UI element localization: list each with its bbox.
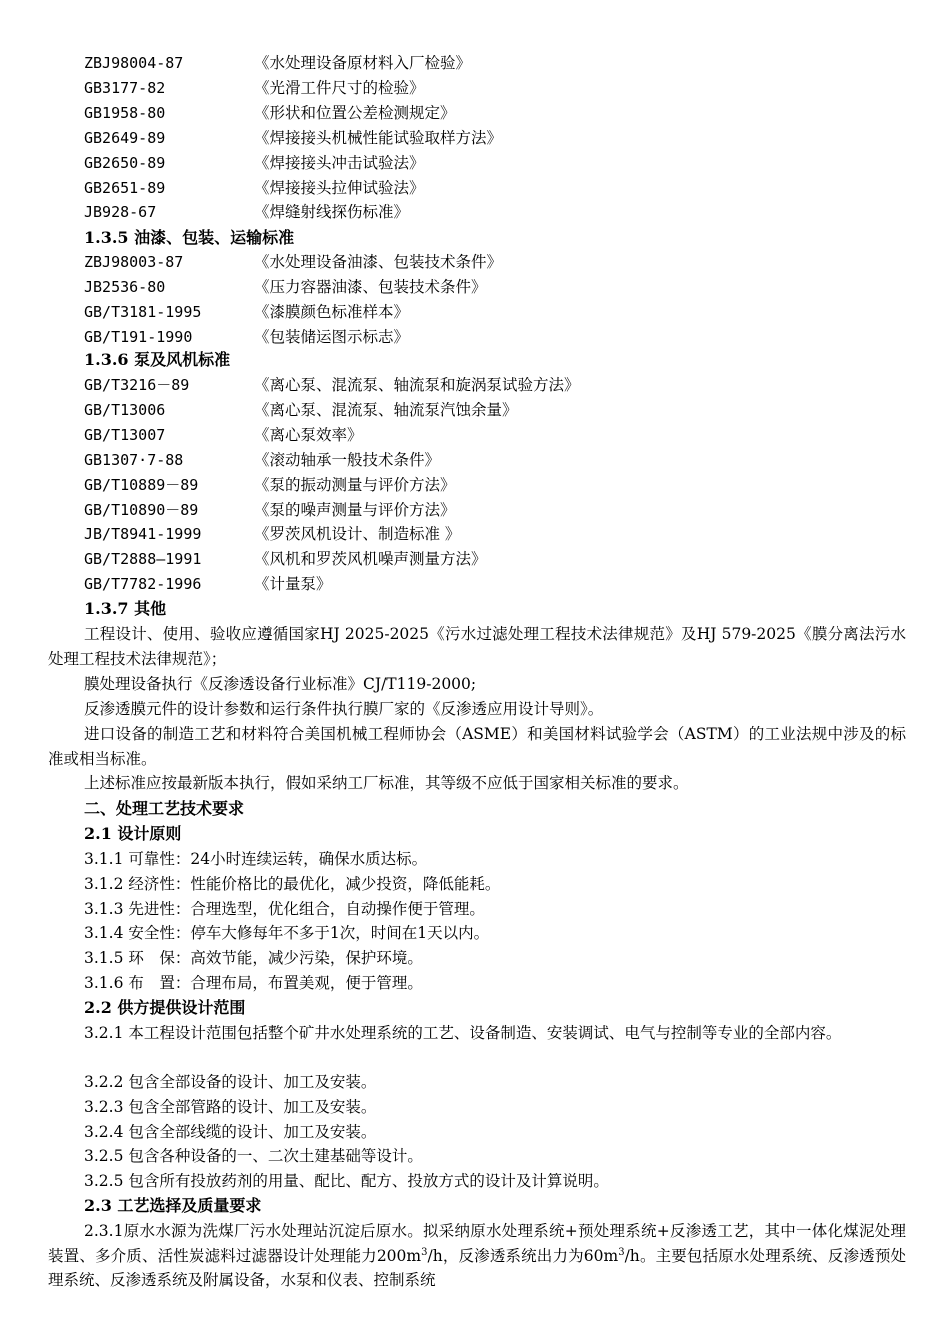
- standard-title: 《滚动轴承一般技术条件》: [254, 450, 441, 469]
- standard-code: GB/T3216－89: [84, 376, 190, 394]
- standard-title: 《光滑工件尺寸的检验》: [254, 78, 425, 97]
- standard-code: GB/T10889－89: [84, 475, 199, 494]
- scope-item: 3.2.4 包含全部线缆的设计、加工及安装。: [84, 1122, 377, 1141]
- section-heading-2-3: 2.3 工艺选择及质量要求: [84, 1196, 262, 1215]
- standard-row: [84, 498, 456, 522]
- standard-title: 《焊缝射线探伤标准》: [254, 203, 410, 222]
- standard-title: 《泵的噪声测量与评价方法》: [254, 500, 456, 519]
- standard-title: 《离心泵效率》: [254, 425, 363, 444]
- standard-code: JB/T8941-1999: [84, 525, 202, 544]
- standard-row: [84, 448, 440, 472]
- process-text-part2: /h，反渗透系统出力为60m: [427, 1246, 619, 1265]
- standard-code: GB3177-82: [84, 78, 166, 97]
- scope-item: 3.2.2 包含全部设备的设计、加工及安装。: [84, 1073, 377, 1091]
- paragraph-ro-guideline: 反渗透膜元件的设计参数和运行条件执行膜厂家的《反渗透应用设计导则》。: [84, 700, 604, 718]
- design-principle-item: 3.1.2 经济性：性能价格比的最优化，减少投资，降低能耗。: [84, 874, 501, 893]
- standard-code: GB/T10890－89: [84, 500, 199, 519]
- standard-row: [84, 51, 471, 75]
- standard-row: [84, 126, 502, 150]
- design-principle-item: 3.1.4 安全性：停车大修每年不多于1次，时间在1天以内。: [84, 924, 490, 943]
- standard-title: 《漆膜颜色标准样本》: [254, 302, 410, 321]
- standard-row: [84, 176, 425, 200]
- standard-code: GB/T13007: [84, 425, 166, 444]
- standard-title: 《计量泵》: [254, 575, 332, 594]
- design-principle-item: 3.1.5 环 保：高效节能，减少污染，保护环境。: [84, 949, 423, 968]
- standard-title: 《泵的振动测量与评价方法》: [254, 475, 456, 494]
- standard-row: [84, 250, 502, 274]
- standard-title: 《焊接接头冲击试验法》: [254, 153, 425, 172]
- standard-title: 《离心泵、混流泵、轴流泵和旋涡泵试验方法》: [254, 376, 580, 394]
- standard-row: [84, 572, 332, 596]
- scope-item: 3.2.5 包含所有投放药剂的用量、配比、配方、投放方式的设计及计算说明。: [84, 1172, 609, 1191]
- standard-row: [84, 423, 363, 447]
- design-principle-item: 3.1.3 先进性：合理选型，优化组合，自动操作便于管理。: [84, 899, 485, 918]
- paragraph-design-regulations: 工程设计、使用、验收应遵循国家HJ 2025-2025《污水过滤处理工程技术法律规范》及HJ 579-2025《膜分离法污水处理工程技术法律规范》；: [48, 625, 906, 668]
- standard-code: GB2650-89: [84, 153, 166, 172]
- standard-row: [84, 76, 425, 100]
- standard-title: 《形状和位置公差检测规定》: [254, 103, 456, 122]
- design-principle-item: 3.1.1 可靠性：24小时连续运转，确保水质达标。: [84, 850, 428, 868]
- section-heading-2-2: 2.2 供方提供设计范围: [84, 998, 246, 1017]
- standard-code: JB2536-80: [84, 277, 166, 296]
- paragraph-imported-equipment: 进口设备的制造工艺和材料符合美国机械工程师协会（ASME）和美国材料试验学会（ASTM）的工业法规中涉及的标准或相当标准。: [48, 725, 906, 768]
- standard-title: 《风机和罗茨风机噪声测量方法》: [254, 550, 487, 569]
- paragraph-process-description: [48, 1219, 906, 1293]
- standard-code: GB/T13006: [84, 400, 166, 419]
- design-principle-item: 3.1.6 布 置：合理布局，布置美观，便于管理。: [84, 974, 423, 992]
- standard-code: GB/T7782-1996: [84, 575, 202, 594]
- process-superscript-1: 3: [421, 1246, 428, 1258]
- standard-code: ZBJ98003-87: [84, 253, 184, 271]
- process-superscript-2: 3: [618, 1246, 625, 1258]
- standard-code: JB928-67: [84, 203, 157, 222]
- standard-code: GB/T191-1990: [84, 327, 193, 346]
- standard-code: GB/T3181-1995: [84, 302, 202, 321]
- standard-title: 《罗茨风机设计、制造标准 》: [254, 525, 461, 544]
- standard-row: [84, 200, 409, 224]
- section-heading-1-3-6: 1.3.6 泵及风机标准: [84, 350, 231, 369]
- paragraph-membrane-standard: 膜处理设备执行《反渗透设备行业标准》CJ/T119-2000;: [84, 675, 477, 693]
- standard-row: [84, 300, 409, 324]
- standard-row: [84, 275, 487, 299]
- standard-title: 《焊接接头机械性能试验取样方法》: [254, 128, 503, 147]
- standard-row: [84, 151, 425, 175]
- standard-title: 《焊接接头拉伸试验法》: [254, 178, 425, 197]
- standard-title: 《包装储运图示标志》: [254, 327, 410, 346]
- standard-code: GB1307·7-88: [84, 450, 184, 469]
- process-text-part1: 2.3.1原水水源为洗煤厂污水处理站沉淀后原水。拟采纳原水处理系统+预处理系统+反渗透工艺，其中一体化煤泥处理装置、多介质、活性炭滤料过滤器设计处理能力200m: [48, 1222, 906, 1265]
- standard-code: ZBJ98004-87: [84, 54, 184, 72]
- scope-item: 3.2.3 包含全部管路的设计、加工及安装。: [84, 1097, 377, 1116]
- paragraph-latest-version: 上述标准应按最新版本执行，假如采纳工厂标准，其等级不应低于国家相关标准的要求。: [84, 774, 689, 792]
- paragraph-scope-first: 3.2.1 本工程设计范围包括整个矿井水处理系统的工艺、设备制造、安装调试、电气与控制等专业的全部内容。: [84, 1024, 842, 1042]
- standard-title: 《水处理设备油漆、包装技术条件》: [254, 253, 503, 271]
- section-heading-1-3-7: 1.3.7 其他: [84, 599, 167, 618]
- section-heading-1-3-5: 1.3.5 油漆、包装、运输标准: [84, 228, 295, 247]
- standard-row: [84, 325, 409, 349]
- standard-code: GB2649-89: [84, 128, 166, 147]
- standard-row: [84, 373, 580, 397]
- standard-row: [84, 547, 487, 571]
- standard-row: [84, 101, 456, 125]
- standard-row: [84, 398, 518, 422]
- process-text-part3: /h。主要包括原水处理系统、反渗透预处理系统、反渗透系统及附属设备，水泵和仪表、控制系统: [48, 1246, 906, 1289]
- chapter-heading-2: 二、处理工艺技术要求: [84, 799, 245, 818]
- standard-title: 《离心泵、混流泵、轴流泵汽蚀余量》: [254, 400, 518, 419]
- standard-code: GB2651-89: [84, 178, 166, 197]
- standard-row: [84, 473, 456, 497]
- standard-title: 《水处理设备原材料入厂检验》: [254, 54, 472, 72]
- standard-title: 《压力容器油漆、包装技术条件》: [254, 277, 487, 296]
- standard-row: [84, 522, 460, 546]
- scope-item: 3.2.5 包含各种设备的一、二次土建基础等设计。: [84, 1147, 423, 1166]
- standard-code: GB/T2888—1991: [84, 550, 202, 569]
- standard-code: GB1958-80: [84, 103, 166, 122]
- section-heading-2-1: 2.1 设计原则: [84, 824, 182, 843]
